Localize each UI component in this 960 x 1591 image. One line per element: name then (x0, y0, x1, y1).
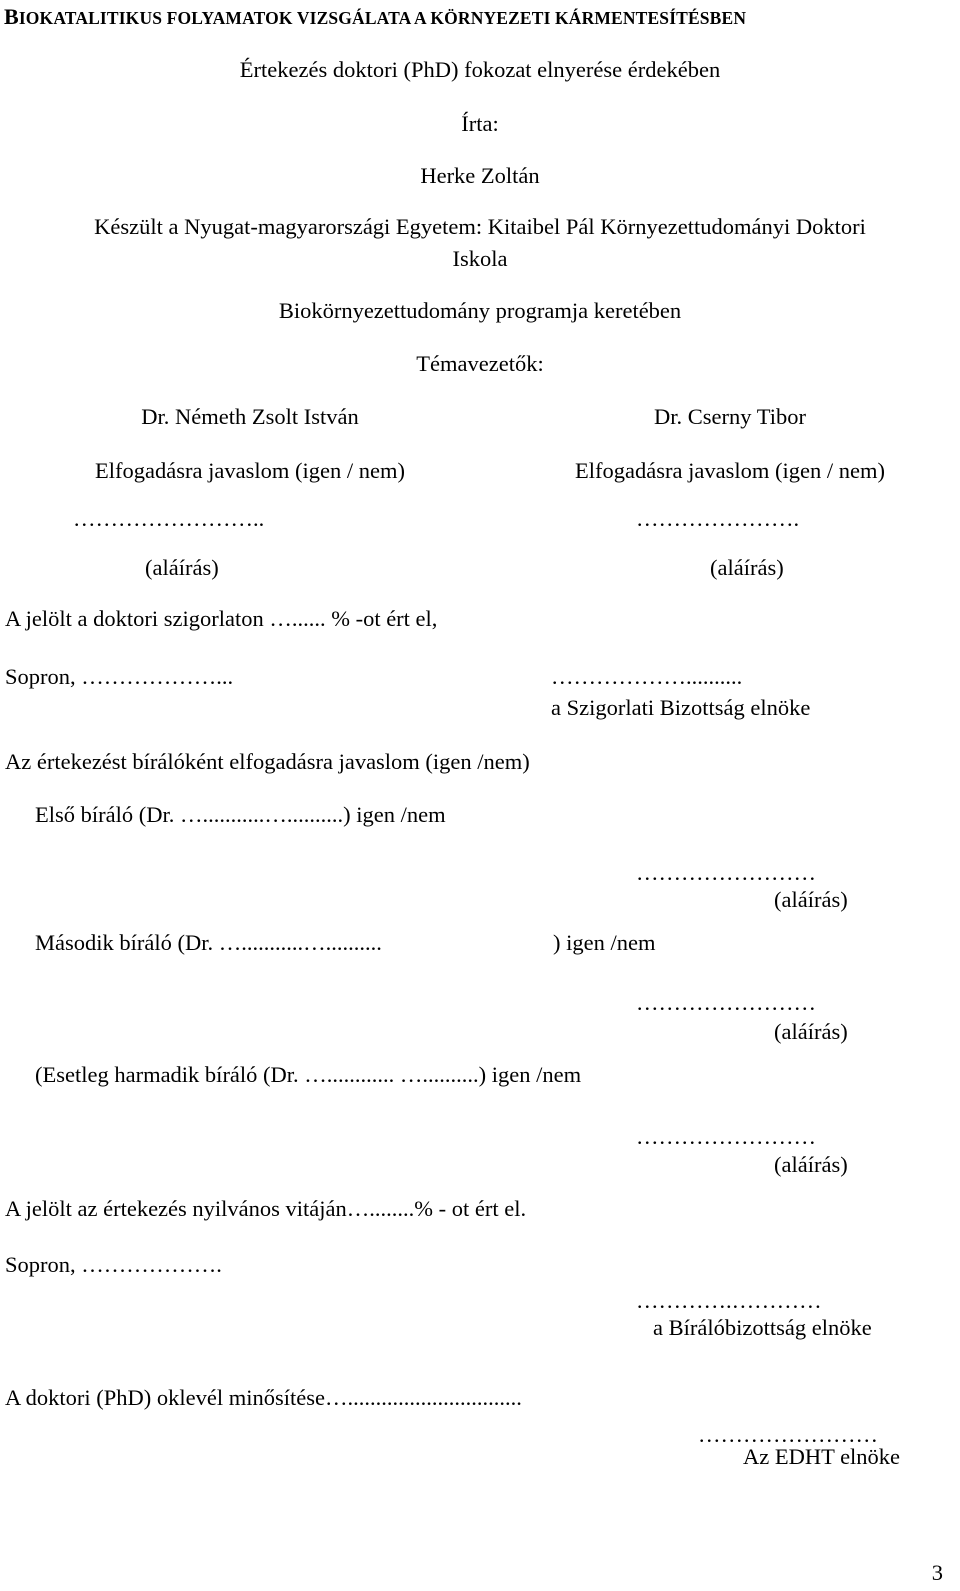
defense-result-line: A jelölt az értekezés nyilvános vitáján…........% - ot ért el. (5, 1196, 527, 1221)
author-name: Herke Zoltán (420, 163, 540, 188)
defense-chair-dots: ………….………… (636, 1288, 822, 1313)
supervisor-2-recommend: Elfogadásra javaslom (igen / nem) (575, 458, 885, 483)
defense-place-date: Sopron, ………………. (5, 1252, 222, 1277)
institution-line-2: Iskola (452, 246, 508, 271)
reviewer-2-suffix: ) igen /nem (553, 930, 656, 955)
reviewer-1-line: Első bíráló (Dr. …...........…..........) igen /nem (35, 802, 446, 827)
reviewer-2-signature-dots: …………………… (636, 990, 816, 1015)
reviewer-2-signature-label: (aláírás) (774, 1019, 848, 1044)
supervisors-label: Témavezetők: (416, 351, 544, 376)
reviewers-intro: Az értekezést bírálóként elfogadásra javaslom (igen /nem) (5, 749, 530, 774)
edht-chair-dots: …………………… (698, 1422, 878, 1447)
exam-chair-title: a Szigorlati Bizottság elnöke (551, 695, 811, 720)
reviewer-3-signature-label: (aláírás) (774, 1152, 848, 1177)
supervisor-1-name: Dr. Németh Zsolt István (141, 404, 359, 429)
edht-chair-title: Az EDHT elnöke (743, 1444, 901, 1469)
institution-line-1: Készült a Nyugat-magyarországi Egyetem: Kitaibel Pál Környezettudományi Doktori (94, 214, 866, 239)
reviewer-3-signature-dots: …………………… (636, 1124, 816, 1149)
supervisor-2-signature-dots: …………………. (636, 506, 800, 531)
defense-chair-title: a Bírálóbizottság elnöke (653, 1315, 872, 1340)
exam-place-date: Sopron, ………………... (5, 664, 234, 689)
page-number: 3 (931, 1560, 943, 1585)
supervisor-1-recommend: Elfogadásra javaslom (igen / nem) (95, 458, 405, 483)
diploma-qualification-line: A doktori (PhD) oklevél minősítése…............................... (5, 1385, 522, 1410)
supervisor-1-signature-label: (aláírás) (145, 555, 219, 580)
supervisor-2-name: Dr. Cserny Tibor (654, 404, 806, 429)
supervisor-1-signature-dots: …………………….. (73, 506, 265, 531)
reviewer-1-signature-label: (aláírás) (774, 887, 848, 912)
reviewer-1-signature-dots: …………………… (636, 860, 816, 885)
exam-chair-dots: ……………….......... (551, 664, 743, 689)
subtitle: Értekezés doktori (PhD) fokozat elnyerése érdekében (239, 57, 721, 82)
program-line: Biokörnyezettudomány programja keretében (278, 298, 682, 323)
thesis-title: BIOKATALITIKUS FOLYAMATOK VIZSGÁLATA A KÖRNYEZETI KÁRMENTESÍTÉSBEN (4, 4, 747, 29)
reviewer-3-line: (Esetleg harmadik bíráló (Dr. …............ …..........) igen /nem (35, 1062, 582, 1087)
supervisor-2-signature-label: (aláírás) (710, 555, 784, 580)
exam-result-line: A jelölt a doktori szigorlaton …...... % -ot ért el, (5, 606, 438, 631)
irta-label: Írta: (461, 111, 499, 136)
reviewer-2-line: Második bíráló (Dr. …...........….......... (35, 930, 382, 955)
